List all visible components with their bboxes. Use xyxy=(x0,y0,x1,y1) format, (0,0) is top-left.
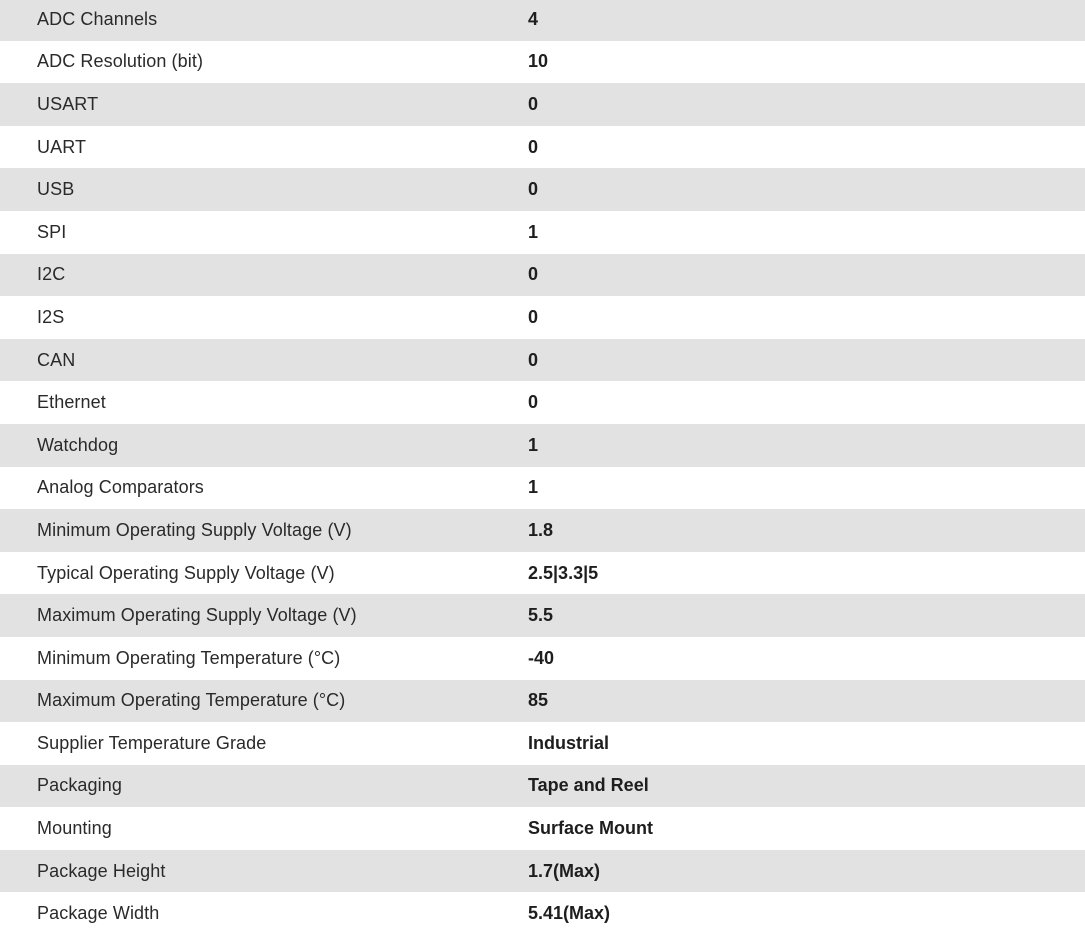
spec-row-can xyxy=(0,339,1085,382)
spec-row-watchdog xyxy=(0,424,1085,467)
spec-value: 5.41(Max) xyxy=(528,903,611,924)
spec-row-usb xyxy=(0,168,1085,211)
spec-label: ADC Resolution (bit) xyxy=(37,51,204,72)
spec-value: 1 xyxy=(528,477,539,498)
spec-value: -40 xyxy=(528,647,555,668)
spec-label: Typical Operating Supply Voltage (V) xyxy=(37,562,335,583)
spec-value: 2.5|3.3|5 xyxy=(528,562,599,583)
spec-label: USB xyxy=(37,179,75,200)
spec-value: 85 xyxy=(528,690,549,711)
spec-label: UART xyxy=(37,136,87,157)
spec-row-min-supply-voltage xyxy=(0,509,1085,552)
spec-value: 1.7(Max) xyxy=(528,860,601,881)
spec-label: Ethernet xyxy=(37,392,106,413)
spec-value: 4 xyxy=(528,8,539,29)
spec-row-max-temperature xyxy=(0,680,1085,723)
spec-value: 1.8 xyxy=(528,519,554,540)
spec-label: Package Width xyxy=(37,903,160,924)
spec-row-analog-comparators xyxy=(0,467,1085,510)
spec-value: 0 xyxy=(528,136,539,157)
spec-row-i2s xyxy=(0,296,1085,339)
spec-row-min-temperature xyxy=(0,637,1085,680)
spec-label: Analog Comparators xyxy=(37,477,204,498)
spec-row-package-width xyxy=(0,892,1085,935)
spec-label: Minimum Operating Supply Voltage (V) xyxy=(37,519,352,540)
spec-label: Packaging xyxy=(37,775,122,796)
spec-label: ADC Channels xyxy=(37,8,158,29)
spec-label: I2C xyxy=(37,264,66,285)
spec-value: 0 xyxy=(528,392,539,413)
spec-row-ethernet xyxy=(0,381,1085,424)
spec-value: 0 xyxy=(528,93,539,114)
spec-value: 5.5 xyxy=(528,605,554,626)
spec-row-adc-resolution xyxy=(0,41,1085,84)
spec-row-i2c xyxy=(0,254,1085,297)
spec-label: USART xyxy=(37,93,99,114)
spec-value: 0 xyxy=(528,306,539,327)
spec-label: Supplier Temperature Grade xyxy=(37,732,267,753)
spec-value: 0 xyxy=(528,264,539,285)
spec-value: 1 xyxy=(528,434,539,455)
spec-label: CAN xyxy=(37,349,76,370)
spec-label: I2S xyxy=(37,306,65,327)
spec-value: 0 xyxy=(528,179,539,200)
spec-row-spi xyxy=(0,211,1085,254)
spec-row-uart xyxy=(0,126,1085,169)
spec-label: Package Height xyxy=(37,860,166,881)
spec-value: Tape and Reel xyxy=(528,775,649,796)
spec-label: Maximum Operating Supply Voltage (V) xyxy=(37,605,357,626)
spec-row-mounting xyxy=(0,807,1085,850)
spec-row-usart xyxy=(0,83,1085,126)
spec-label: Maximum Operating Temperature (°C) xyxy=(37,690,346,711)
spec-row-temperature-grade xyxy=(0,722,1085,765)
spec-label: Mounting xyxy=(37,818,112,839)
spec-row-package-height xyxy=(0,850,1085,893)
spec-value: Surface Mount xyxy=(528,818,654,839)
spec-row-packaging xyxy=(0,765,1085,808)
spec-label: Watchdog xyxy=(37,434,119,455)
spec-value: 10 xyxy=(528,51,549,72)
spec-value: Industrial xyxy=(528,732,610,753)
spec-value: 1 xyxy=(528,221,539,242)
spec-row-adc-channels xyxy=(0,0,1085,41)
spec-label: Minimum Operating Temperature (°C) xyxy=(37,647,341,668)
spec-row-max-supply-voltage xyxy=(0,594,1085,637)
spec-row-typ-supply-voltage xyxy=(0,552,1085,595)
spec-value: 0 xyxy=(528,349,539,370)
spec-label: SPI xyxy=(37,221,67,242)
